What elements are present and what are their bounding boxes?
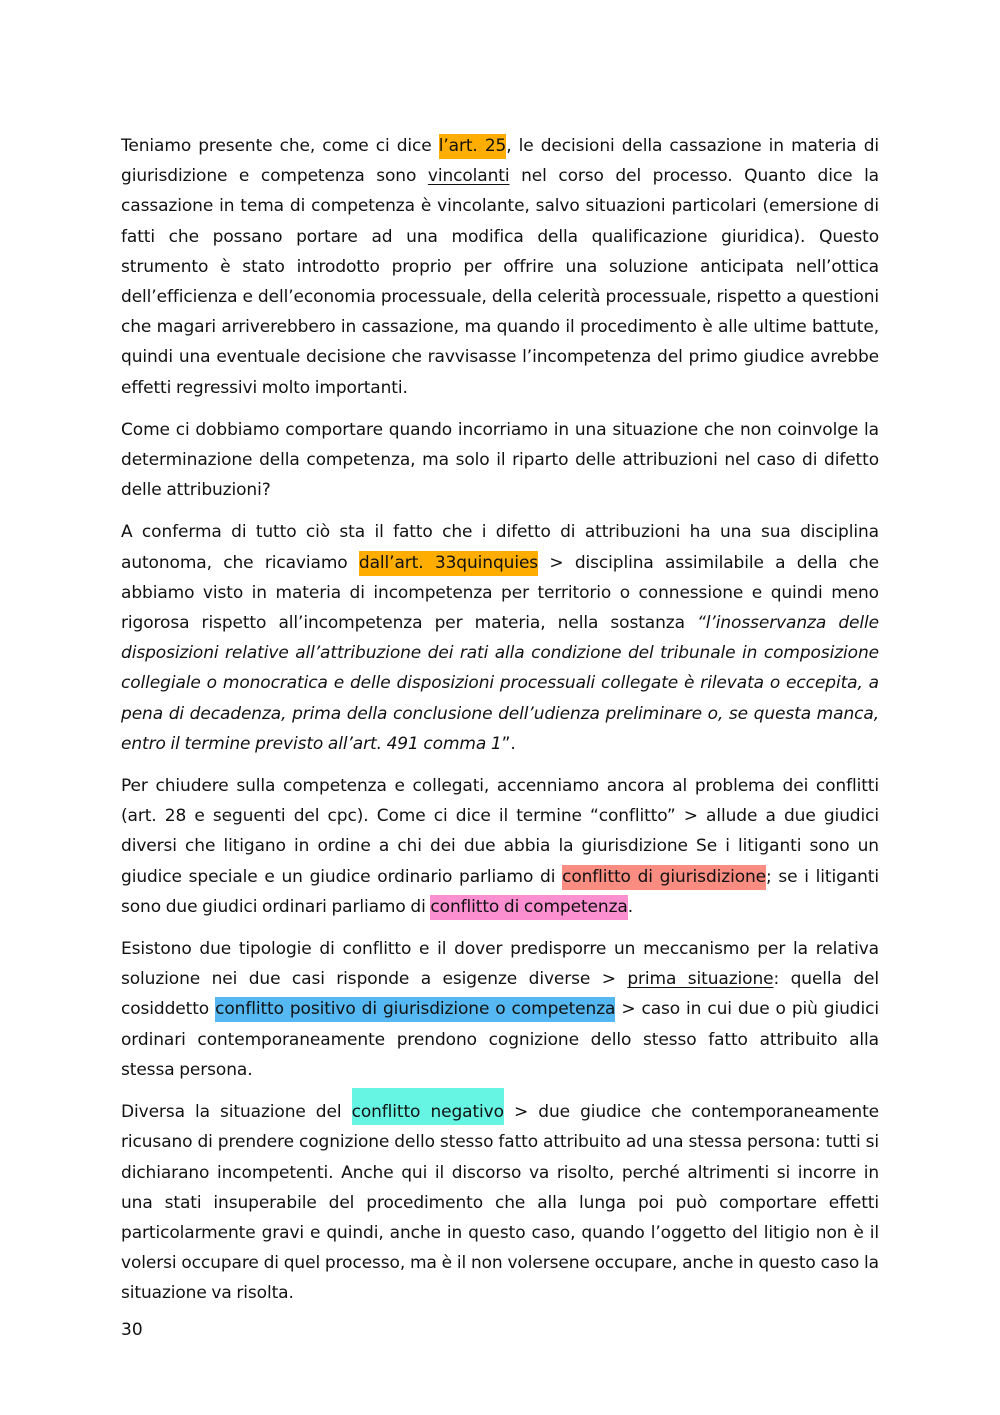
highlight-art-25: l’art. 25 <box>439 134 507 159</box>
paragraph-3 <box>121 517 879 759</box>
highlight-conflitto-positivo: conflitto positivo di giurisdizione o competenza <box>215 997 615 1022</box>
highlight-conflitto-giurisdizione: conflitto di giurisdizione <box>562 865 766 890</box>
italic-quote: “l’inosservanza delle disposizioni relative all’attribuzione dei rati alla condizione del tribunale in composizione collegiale o monocratica e delle disposizioni processuali collegate è rilevata o eccepita, a pena di decadenza, prima della conclusione dell’udienza preliminare o, se questa manca, entro il termine previsto all’art. 491 comma 1 <box>121 613 879 754</box>
text-run: Teniamo presente che, come ci dice <box>121 136 439 156</box>
text-run: Esistono due tipologie di conflitto e il dover predisporre un meccanismo per la relativa soluzione nei due casi risponde a esigenze diverse > <box>121 939 879 990</box>
text-run: : quella del cosiddetto <box>121 969 880 1020</box>
text-run: nel corso del processo. Quanto dice la cassazione in tema di competenza è vincolante, salvo situazioni particolari (emersione di fatti che possano portare ad una modifica della qualificazione giuridica). Questo strumento è stato introdotto proprio per offrire una soluzione anticipata nell’ottica dell’efficienza e dell’economia processuale, della celerità processuale, rispetto a questioni che magari arriverebbero in cassazione, ma quando il procedimento è alle ultime battute, quindi una eventuale decisione che ravvisasse l’incompetenza del primo giudice avrebbe effetti regressivi molto importanti. <box>121 166 880 398</box>
text-run: > disciplina assimilabile a della che abbiamo visto in materia di incompetenza per territorio o connessione e quindi meno rigorosa rispetto all’incompetenza per materia, nella sostanza <box>121 552 879 634</box>
paragraph-5 <box>121 934 879 1085</box>
text-run: Come ci dobbiamo comportare quando incorriamo in una situazione che non coinvolge la determinazione della competenza, ma solo il riparto delle attribuzioni nel caso di difetto delle attribuzioni? <box>121 419 879 501</box>
text-run: Diversa la situazione del <box>121 1102 352 1123</box>
text-run: , le decisioni della cassazione in materia di giurisdizione e competenza sono <box>121 136 880 187</box>
page-body <box>121 131 879 1321</box>
text-run: ; se i litiganti sono due giudici ordinari parliamo di <box>121 866 879 917</box>
underlined-prima-situazione: prima situazione <box>627 969 774 990</box>
paragraph-6 <box>121 1097 879 1308</box>
text-run: A conferma di tutto ciò sta il fatto che i difetto di attribuzioni ha una sua disciplina autonoma, che ricaviamo <box>121 522 879 573</box>
underlined-vincolanti: vincolanti <box>427 166 510 187</box>
page-number: 30 <box>121 1320 143 1340</box>
text-run: ”. <box>501 733 516 754</box>
highlight-art-33quinquies: dall’art. 33quinquies <box>359 551 538 576</box>
highlight-conflitto-negativo: conflitto negativo <box>352 1088 504 1125</box>
text-run: . <box>627 896 634 917</box>
highlight-conflitto-competenza: conflitto di competenza <box>430 895 627 920</box>
paragraph-4 <box>121 771 879 922</box>
text-run: > due giudice che contemporaneamente ricusano di prendere cognizione dello stesso fatto attribuito ad una stessa persona: tutti si dichiarano incompetenti. Anche qui il discorso va risolto, perché altrimenti si incorre in una stati insuperabile del procedimento che alla lunga poi può comportare effetti particolarmente gravi e quindi, anche in questo caso, quando l’oggetto del litigio non è il volersi occupare di quel processo, ma è il non volersene occupare, anche in questo caso la situazione va risolta. <box>121 1102 880 1304</box>
paragraph-1 <box>121 131 879 403</box>
paragraph-2 <box>121 415 879 506</box>
text-run: > caso in cui due o più giudici ordinari contemporaneamente prendono cognizione dello stesso fatto attribuito alla stessa persona. <box>121 999 879 1080</box>
text-run: Per chiudere sulla competenza e collegati, accenniamo ancora al problema dei conflitti (art. 28 e seguenti del cpc). Come ci dice il termine “conflitto” > allude a due giudici diversi che litigano in ordine a chi dei due abbia la giurisdizione Se i litiganti sono un giudice speciale e un giudice ordinario parliamo di <box>121 776 879 887</box>
